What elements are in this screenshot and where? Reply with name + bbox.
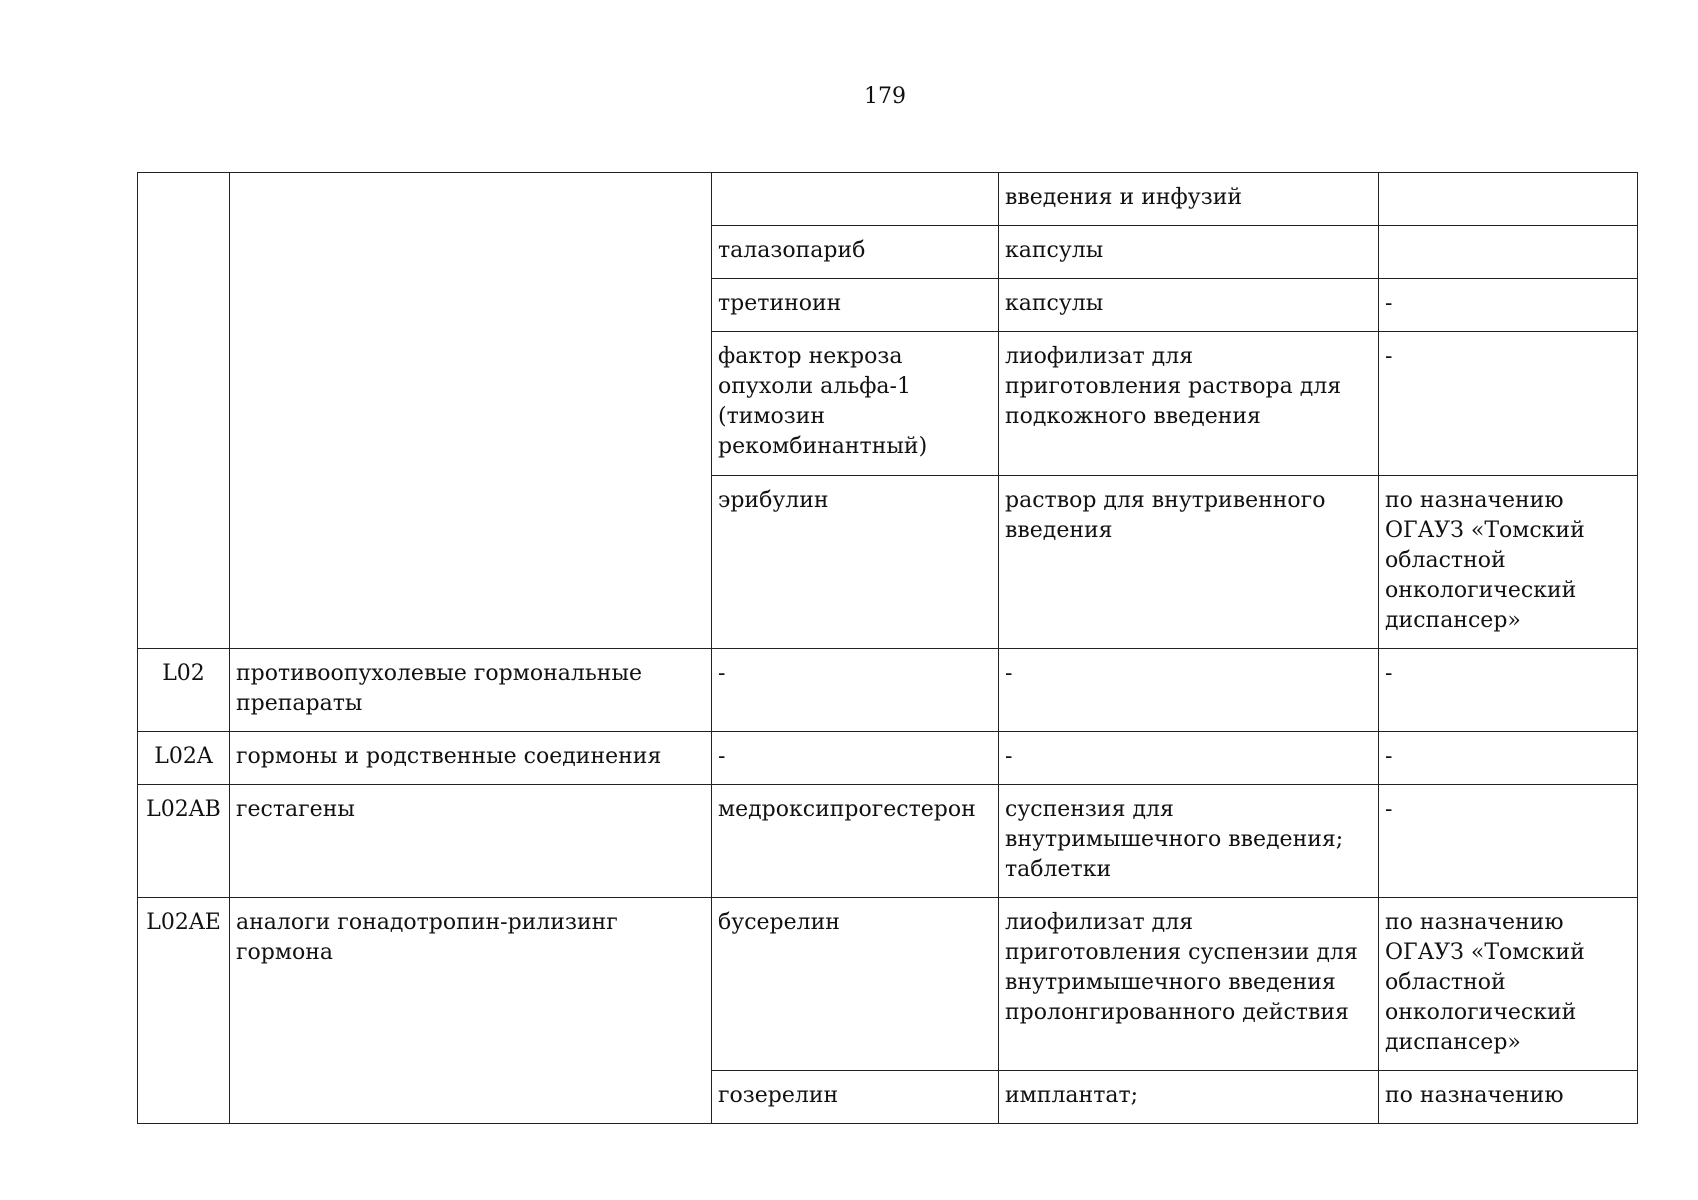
atc-group-cell: гестагены — [230, 785, 712, 898]
note-cell — [1379, 173, 1638, 226]
atc-code-cell: L02AE — [138, 898, 230, 1124]
atc-code-cell: L02 — [138, 649, 230, 732]
drug-name-cell: медроксипрогестерон — [712, 785, 999, 898]
dosage-form-cell: раствор для внутривенного введения — [999, 476, 1379, 649]
note-cell — [1379, 226, 1638, 279]
atc-group-cell: противоопухолевые гормональные препараты — [230, 649, 712, 732]
note-cell: - — [1379, 732, 1638, 785]
dosage-form-cell: имплантат; — [999, 1071, 1379, 1124]
drug-name-cell: бусерелин — [712, 898, 999, 1071]
note-cell: - — [1379, 649, 1638, 732]
table-row — [138, 649, 1638, 732]
atc-group-cell: гормоны и родственные соединения — [230, 732, 712, 785]
drug-list-table — [137, 172, 1638, 1124]
note-cell: - — [1379, 785, 1638, 898]
drug-name-cell: - — [712, 732, 999, 785]
atc-group-cell: аналоги гонадотропин-рилизинг гормона — [230, 898, 712, 1124]
drug-name-cell: фактор некроза опухоли альфа-1 (тимозин рекомбинантный) — [712, 332, 999, 476]
drug-name-cell: третиноин — [712, 279, 999, 332]
note-cell: по назначению ОГАУЗ «Томский областной онкологический диспансер» — [1379, 476, 1638, 649]
dosage-form-cell: лиофилизат для приготовления раствора для подкожного введения — [999, 332, 1379, 476]
dosage-form-cell: капсулы — [999, 279, 1379, 332]
note-cell: - — [1379, 279, 1638, 332]
dosage-form-cell: - — [999, 649, 1379, 732]
dosage-form-cell: суспензия для внутримышечного введения; таблетки — [999, 785, 1379, 898]
atc-code-cell: L02AB — [138, 785, 230, 898]
dosage-form-cell: введения и инфузий — [999, 173, 1379, 226]
dosage-form-cell: лиофилизат для приготовления суспензии для внутримышечного введения пролонгированного действия — [999, 898, 1379, 1071]
table-row — [138, 173, 1638, 226]
note-cell: по назначению — [1379, 1071, 1638, 1124]
table-row — [138, 785, 1638, 898]
drug-name-cell: - — [712, 649, 999, 732]
note-cell: - — [1379, 332, 1638, 476]
dosage-form-cell: капсулы — [999, 226, 1379, 279]
drug-name-cell: талазопариб — [712, 226, 999, 279]
page-number: 179 — [864, 84, 906, 109]
drug-name-cell — [712, 173, 999, 226]
table-row — [138, 732, 1638, 785]
drug-name-cell: эрибулин — [712, 476, 999, 649]
table-row — [138, 898, 1638, 1071]
atc-group-cell — [230, 173, 712, 649]
note-cell: по назначению ОГАУЗ «Томский областной онкологический диспансер» — [1379, 898, 1638, 1071]
atc-code-cell: L02A — [138, 732, 230, 785]
drug-name-cell: гозерелин — [712, 1071, 999, 1124]
dosage-form-cell: - — [999, 732, 1379, 785]
atc-code-cell — [138, 173, 230, 649]
